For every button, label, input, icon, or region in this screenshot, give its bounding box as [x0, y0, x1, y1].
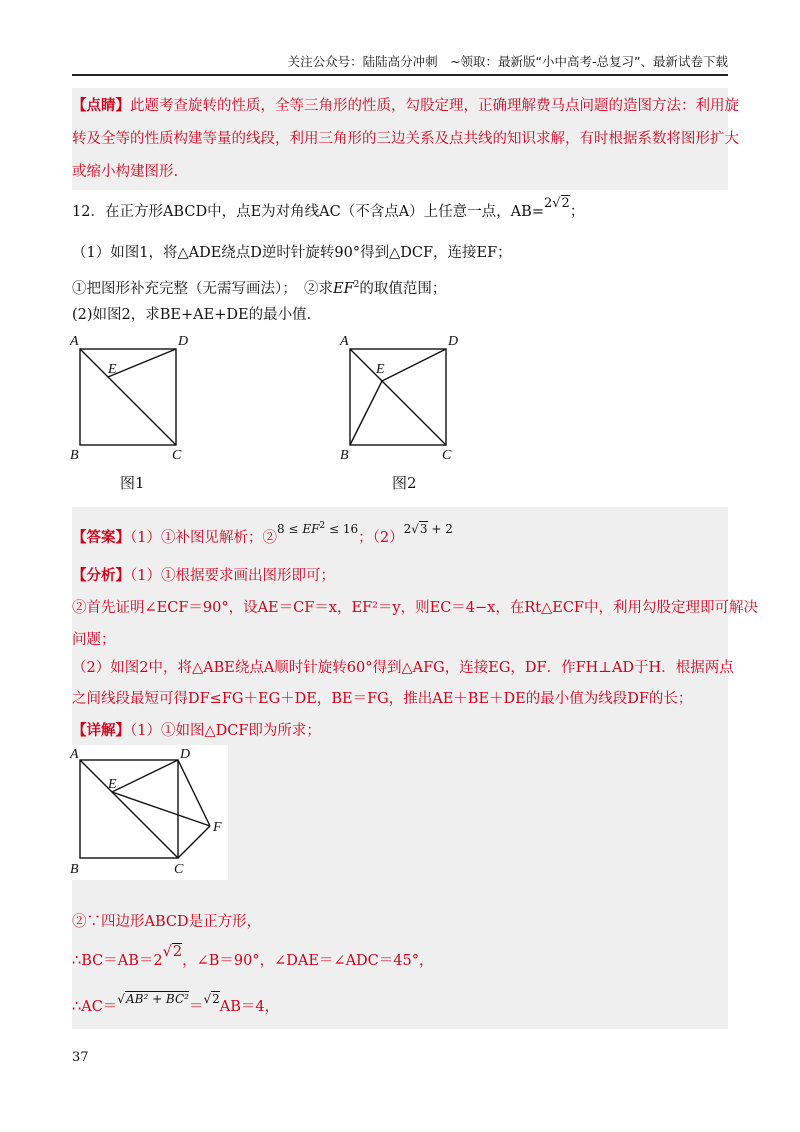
- fig3-diagonal-ac: [80, 760, 178, 858]
- detail-4-sqrt2: √2: [203, 992, 220, 1006]
- fig2-label-e: E: [376, 362, 385, 377]
- fig3-label-f: F: [213, 820, 222, 835]
- detail-4-rad2: 2: [212, 992, 220, 1006]
- dianjing-line-2: 转及全等的性质构建等量的线段，利用三角形的三边关系及点共线的知识求解，有时根据系数将图形扩大: [72, 131, 739, 147]
- range-hi: ≤ 16: [328, 522, 359, 536]
- fig3-label-a: A: [70, 747, 79, 762]
- analysis-tag: 【分析】: [72, 567, 130, 584]
- detail-line-4: [72, 992, 280, 1017]
- fig2-segment-be: [350, 381, 382, 445]
- detail-4-rad1: AB² + BC²: [125, 992, 189, 1006]
- detail-4a: ∴AC＝: [72, 999, 118, 1015]
- fig2-label-d: D: [448, 334, 459, 349]
- detail-line-2: ②∵四边形ABCD是正方形，: [72, 914, 262, 930]
- detail-line-1: [72, 721, 321, 741]
- detail-text-1: （1）①如图△DCF即为所求；: [130, 723, 321, 739]
- part2-plus: + 2: [431, 522, 453, 536]
- detail-3b: ，∠B＝90°，∠DAE＝∠ADC＝45°，: [182, 953, 434, 969]
- dianjing-line-3: 或缩小构建图形.: [72, 164, 179, 180]
- page-number: 37: [72, 1050, 89, 1065]
- detail-4c: AB＝4，: [219, 999, 280, 1015]
- fig2-label-b: B: [340, 448, 349, 462]
- figure-1-caption: 图1: [120, 474, 145, 492]
- fig1-label-d: D: [178, 334, 189, 349]
- ab-int: 2: [543, 196, 553, 211]
- dianjing-tag: 【点睛】: [72, 97, 130, 114]
- fig3-label-e: E: [108, 777, 117, 792]
- fig1-segment-de: [108, 349, 176, 377]
- analysis-line-2: ②首先证明∠ECF＝90°，设AE＝CF＝x，EF²＝y，则EC＝4−x，在Rt△ECF中，利用勾股定理即可解决: [72, 600, 758, 616]
- ab-rad: 2: [561, 196, 570, 211]
- detail-4b: ＝: [188, 999, 204, 1015]
- detail-4-sqrt1: √AB² + BC²: [117, 992, 189, 1006]
- answer-line: [72, 521, 453, 548]
- analysis-line-4: （2）如图2中，将△ABE绕点A顺时针旋转60°得到△AFG，连接EG，DF．作FH⊥AD于H．根据两点: [72, 660, 734, 676]
- detail-tag: 【详解】: [72, 722, 130, 739]
- range-exp: 2: [319, 521, 326, 531]
- q1a-text: ①把图形补充完整（无需写画法）； ②求: [72, 280, 333, 297]
- range-ef: EF: [302, 522, 320, 536]
- detail-3a: ∴BC＝AB＝2: [72, 953, 163, 969]
- fig2-segment-de: [382, 349, 446, 381]
- q1a-end: 的取值范围；: [359, 280, 447, 297]
- part2-int: 2: [403, 522, 412, 536]
- problem-stem-text: 12．在正方形ABCD中，点E为对角线AC（不含点A）上任意一点，AB=: [72, 204, 544, 220]
- fig3-label-b: B: [70, 862, 79, 877]
- fig3-segment-cf: [178, 826, 210, 858]
- answer-tag: 【答案】: [72, 529, 130, 546]
- answer-sep: ；（2）: [358, 530, 404, 546]
- analysis-line-5: 之间线段最短可得DF≤FG＋EG＋DE，BE＝FG，推出AE＋BE＋DE的最小值为线段DF的长；: [72, 691, 693, 707]
- question-2: (2)如图2，求BE+AE+DE的最小值.: [72, 307, 312, 323]
- detail-3-rad: 2: [172, 944, 183, 960]
- question-1a: [72, 275, 446, 299]
- detail-line-3: [72, 944, 434, 971]
- problem-stem: [72, 196, 585, 223]
- fig2-label-c: C: [442, 448, 452, 462]
- answer-part1: （1）①补图见解析；②: [130, 530, 277, 546]
- analysis-line-1: [72, 566, 335, 586]
- answer-range: [277, 522, 358, 536]
- q1a-ef: EF: [333, 280, 354, 297]
- fig1-label-c: C: [172, 448, 182, 462]
- figure-1: [68, 332, 228, 462]
- figure-2: [338, 332, 498, 462]
- fig1-label-b: B: [70, 448, 79, 462]
- fig2-diagonal-ac: [350, 349, 446, 445]
- fig3-label-d: D: [180, 747, 191, 762]
- analysis-line-3: 问题；: [72, 632, 116, 648]
- page-header: 关注公众号：陆陆高分冲刺 ~领取：最新版“小中高考-总复习”、最新试卷下载: [72, 52, 728, 76]
- fig1-diagonal-ac: [80, 349, 176, 445]
- question-1: （1）如图1，将△ADE绕点D逆时针旋转90°得到△DCF，连接EF；: [72, 245, 512, 261]
- part2-rad: 3: [419, 522, 428, 536]
- fig2-label-a: A: [340, 334, 349, 349]
- dianjing-line-1: [72, 96, 739, 116]
- figure-2-caption: 图2: [392, 474, 417, 492]
- fig3-segment-de: [112, 760, 178, 792]
- range-lo: 8 ≤: [276, 522, 299, 536]
- dianjing-text-1: 此题考查旋转的性质，全等三角形的性质，勾股定理，正确理解费马点问题的造图方法：利用旋: [130, 98, 739, 114]
- analysis-text-1: （1）①根据要求画出图形即可；: [130, 568, 335, 584]
- ab-value: 2√2: [543, 196, 570, 211]
- problem-stem-end: ；: [569, 204, 585, 220]
- fig3-label-c: C: [174, 862, 184, 877]
- figure-3: [68, 745, 228, 880]
- q1a-exp: 2: [353, 280, 360, 290]
- detail-3-sqrt: √2: [162, 944, 183, 960]
- fig1-label-a: A: [70, 334, 79, 349]
- fig1-label-e: E: [108, 362, 117, 377]
- answer-part2: 2√3 + 2: [403, 522, 453, 536]
